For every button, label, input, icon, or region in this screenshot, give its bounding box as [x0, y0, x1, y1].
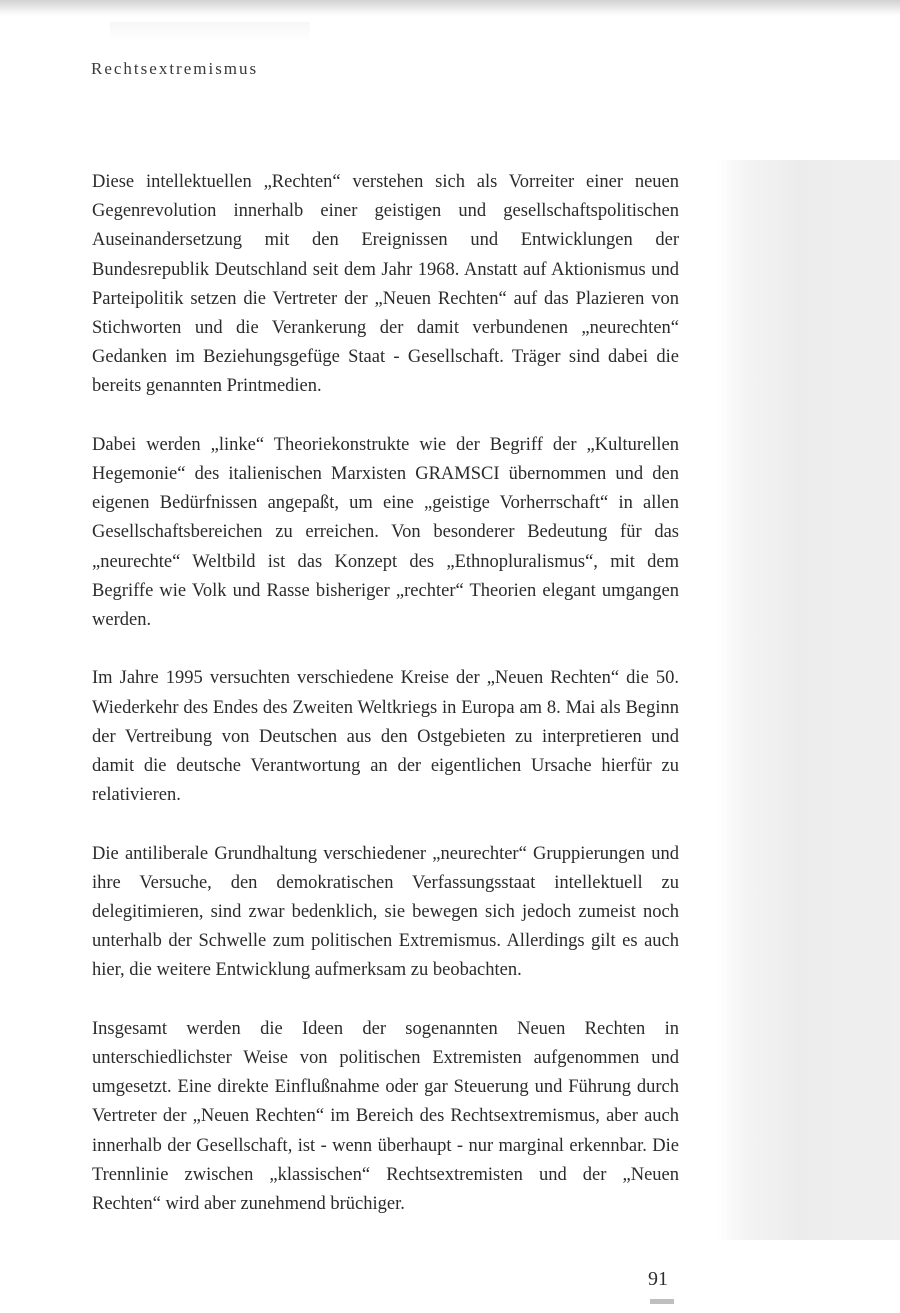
- scan-bleed-through: [110, 22, 310, 42]
- paragraph: Die antiliberale Grundhaltung verschiedener „neurechter“ Gruppierungen und ihre Versuche, den demokratischen Verfassungsstaat intellektuell zu delegitimieren, sind zwar bedenklich, sie bewegen sich jedoch zumeist noch unterhalb der Schwelle zum politischen Extremismus. Allerdings gilt es auch hier, die weitere Entwicklung aufmerksam zu beobachten.: [92, 843, 679, 981]
- paragraph: Diese intellektuellen „Rechten“ verstehen sich als Vorreiter einer neuen Gegenrevolution innerhalb einer geistigen und gesellschaftspolitischen Auseinandersetzung mit den Ereignissen und Entwicklungen der Bundesrepublik Deutschland seit dem Jahr 1968. Anstatt auf Aktionismus und Parteipolitik setzen die Vertreter der „Neuen Rechten“ auf das Plazieren von Stichworten und die Verankerung der damit verbundenen „neurechten“ Gedanken im Beziehungsgefüge Staat - Gesellschaft. Träger sind dabei die bereits genannten Printmedien.: [92, 172, 679, 397]
- running-head: Rechtsextremismus: [91, 59, 259, 78]
- page-number: 91: [648, 1268, 668, 1290]
- paragraph: Insgesamt werden die Ideen der sogenannten Neuen Rechten in unterschiedlichster Weise von politischen Extremisten aufgenommen und umgesetzt. Eine direkte Einflußnahme oder gar Steuerung und Führung durch Vertreter der „Neuen Rechten“ im Bereich des Rechtsextremismus, aber auch innerhalb der Gesellschaft, ist - wenn überhaupt - nur marginal erkennbar. Die Trennlinie zwischen „klassischen“ Rechtsextremisten und der „Neuen Rechten“ wird aber zunehmend brüchiger.: [92, 1018, 679, 1215]
- paragraph: Im Jahre 1995 versuchten verschiedene Kreise der „Neuen Rechten“ die 50. Wiederkehr des Endes des Zweiten Weltkriegs in Europa am 8. Mai als Beginn der Vertreibung von Deutschen aus den Ostgebieten zu interpretieren und damit die deutsche Verantwortung an der eigentlichen Ursache hierfür zu relativieren.: [92, 668, 679, 806]
- scan-bottom-mark: [650, 1299, 674, 1304]
- scan-top-shadow: [0, 0, 900, 16]
- body-text: [92, 168, 679, 1248]
- scan-margin-shade: [716, 160, 900, 1240]
- paragraph: Dabei werden „linke“ Theoriekonstrukte wie der Begriff der „Kulturellen Hegemonie“ des italienischen Marxisten GRAMSCI übernommen und den eigenen Bedürfnissen angepaßt, um eine „geistige Vorherrschaft“ in allen Gesellschaftsbereichen zu erreichen. Von besonderer Bedeutung für das „neurechte“ Weltbild ist das Konzept des „Ethnopluralismus“, mit dem Begriffe wie Volk und Rasse bisheriger „rechter“ Theorien elegant umgangen werden.: [92, 434, 679, 631]
